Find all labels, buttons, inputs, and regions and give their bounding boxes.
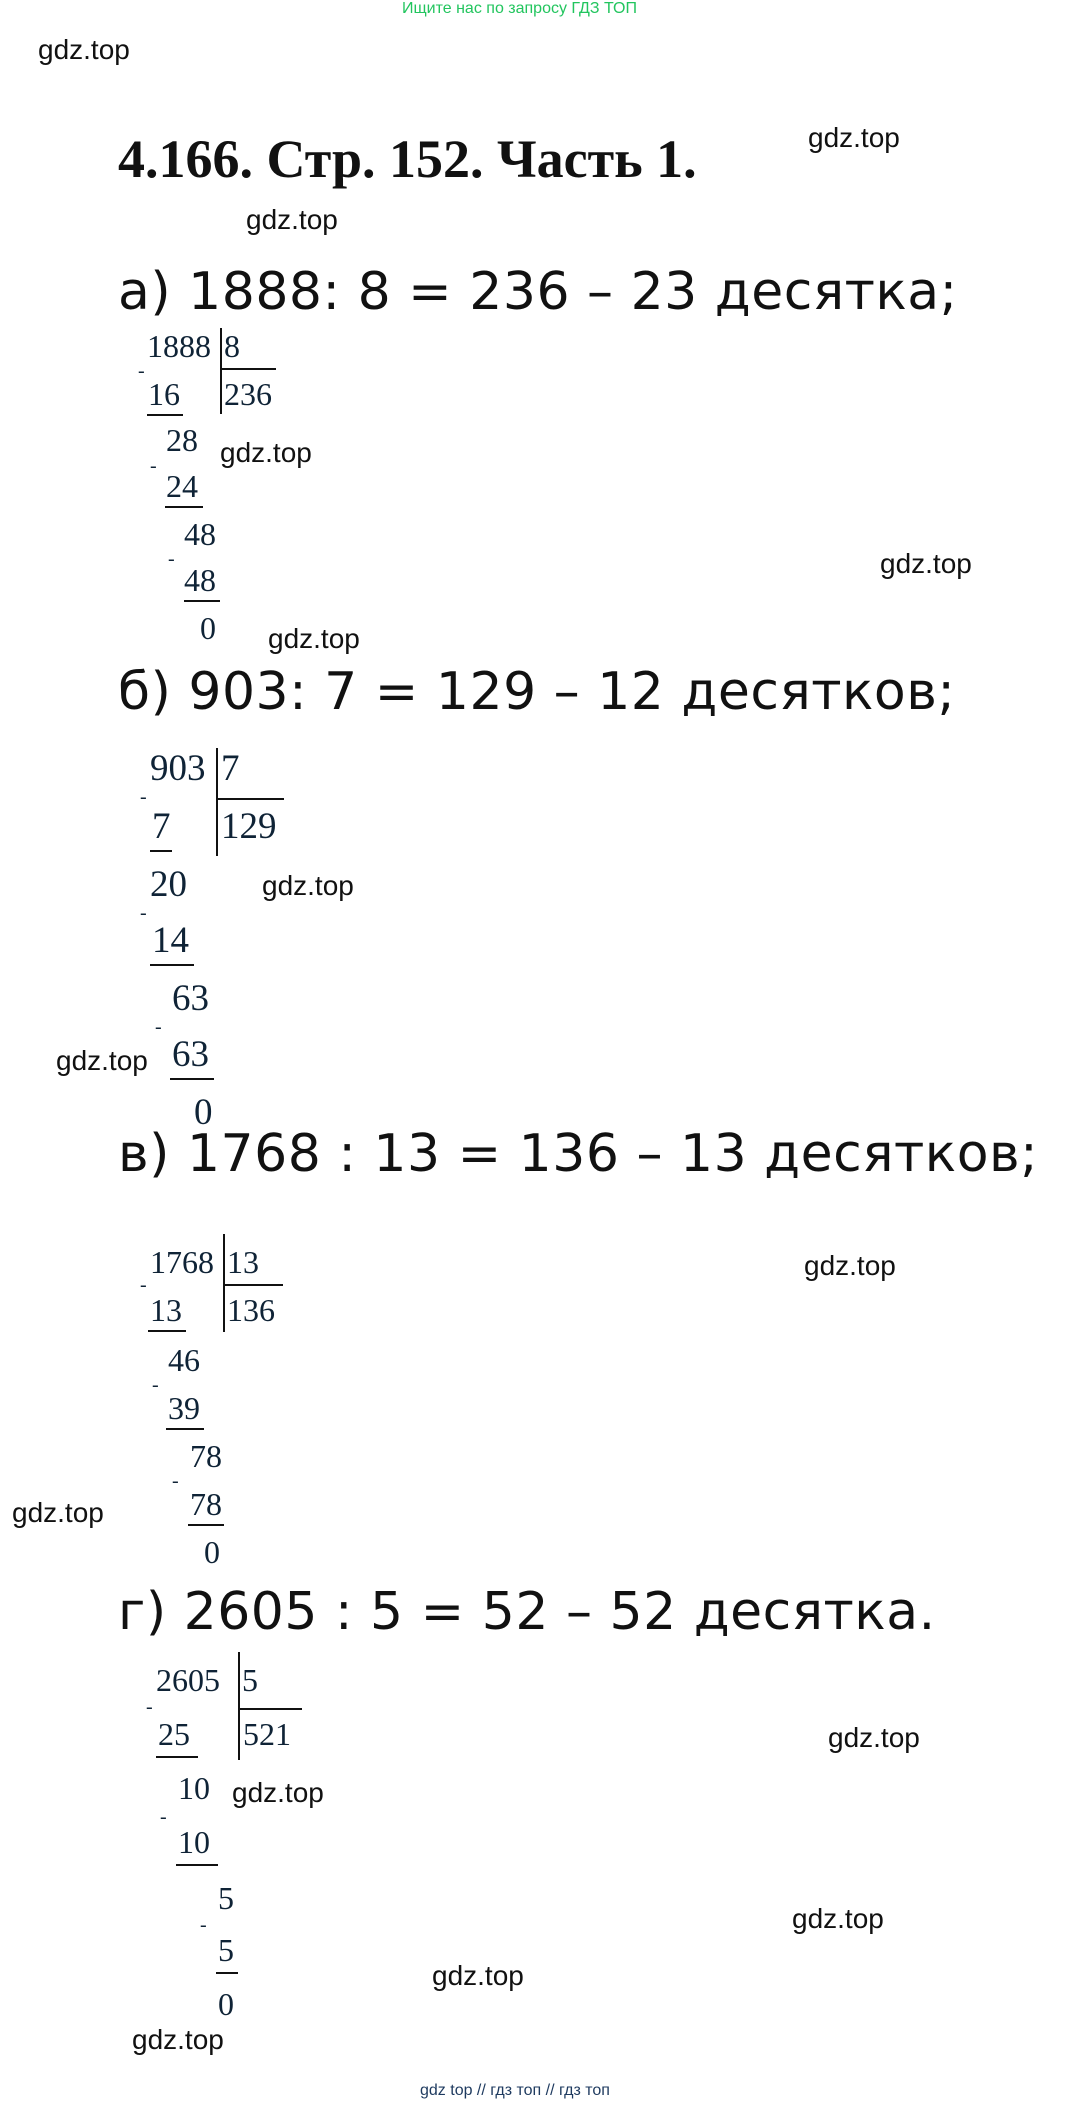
equation-a: а) 1888: 8 = 236 – 23 десятка; — [118, 262, 958, 322]
step-value: 13 — [150, 1292, 182, 1328]
quotient: 521 — [243, 1716, 291, 1752]
minus-sign: - — [160, 1806, 167, 1828]
step-underline — [176, 1864, 218, 1866]
step-value: 24 — [166, 468, 198, 504]
step-value: 78 — [190, 1438, 222, 1474]
minus-sign: - — [172, 1470, 179, 1492]
divisor: 5 — [242, 1662, 258, 1698]
equation-b: б) 903: 7 = 129 – 12 десятков; — [118, 662, 956, 722]
step-underline — [188, 1524, 224, 1526]
step-value: 39 — [168, 1390, 200, 1426]
step-underline — [170, 1078, 214, 1080]
watermark: gdz.top — [220, 437, 312, 468]
watermark: gdz.top — [262, 870, 354, 901]
step-value: 0 — [204, 1534, 220, 1570]
step-underline — [147, 414, 183, 416]
step-value: 48 — [184, 562, 216, 598]
watermark: gdz.top — [268, 623, 360, 654]
step-value: 0 — [194, 1092, 213, 1133]
step-value: 48 — [184, 516, 216, 552]
minus-sign: - — [146, 1696, 153, 1718]
step-underline — [166, 1428, 204, 1430]
step-value: 7 — [152, 806, 171, 847]
step-value: 10 — [178, 1770, 210, 1806]
equation-g: г) 2605 : 5 = 52 – 52 десятка. — [118, 1582, 936, 1642]
step-value: 28 — [166, 422, 198, 458]
step-value: 25 — [158, 1716, 190, 1752]
watermark: gdz.top — [232, 1777, 324, 1808]
quotient: 136 — [227, 1292, 275, 1328]
step-underline — [150, 964, 194, 966]
division-bar-vertical — [223, 1234, 225, 1332]
dividend: 1888 — [147, 328, 211, 364]
watermark: gdz.top — [828, 1722, 920, 1753]
divisor: 13 — [227, 1244, 259, 1280]
minus-sign: - — [150, 455, 157, 477]
minus-sign: - — [152, 1374, 159, 1396]
divisor: 7 — [221, 748, 240, 789]
division-bar-vertical — [238, 1652, 240, 1760]
step-value: 10 — [178, 1824, 210, 1860]
watermark: gdz.top — [804, 1250, 896, 1281]
step-value: 63 — [172, 978, 209, 1019]
watermark: gdz.top — [38, 34, 130, 65]
step-underline — [148, 1330, 186, 1332]
minus-sign: - — [155, 1016, 162, 1038]
step-value: 46 — [168, 1342, 200, 1378]
watermark: gdz.top — [808, 122, 900, 153]
watermark: gdz.top — [132, 2024, 224, 2055]
dividend: 2605 — [156, 1662, 220, 1698]
step-underline — [165, 506, 203, 508]
step-value: 5 — [218, 1880, 234, 1916]
division-bar-horizontal — [238, 1708, 302, 1710]
step-value: 14 — [152, 920, 189, 961]
division-bar-vertical — [216, 748, 218, 856]
step-value: 63 — [172, 1034, 209, 1075]
quotient: 129 — [221, 806, 277, 847]
minus-sign: - — [138, 360, 145, 382]
minus-sign: - — [140, 1274, 147, 1296]
watermark: gdz.top — [432, 1960, 524, 1991]
footer-links[interactable]: gdz top // гдз топ // гдз топ — [420, 2082, 610, 2099]
division-bar-vertical — [220, 328, 222, 414]
step-underline — [150, 850, 172, 852]
watermark: gdz.top — [246, 204, 338, 235]
minus-sign: - — [200, 1914, 207, 1936]
step-value: 20 — [150, 864, 187, 905]
division-bar-horizontal — [220, 368, 276, 370]
watermark: gdz.top — [12, 1497, 104, 1528]
divisor: 8 — [224, 328, 240, 364]
minus-sign: - — [140, 902, 147, 924]
step-underline — [216, 1972, 238, 1974]
search-banner[interactable]: Ищите нас по запросу ГДЗ ТОП — [402, 0, 637, 17]
step-value: 16 — [148, 376, 180, 412]
step-underline — [184, 600, 220, 602]
dividend: 1768 — [150, 1244, 214, 1280]
equation-v: в) 1768 : 13 = 136 – 13 десятков; — [118, 1124, 1039, 1184]
step-underline — [156, 1756, 198, 1758]
quotient: 236 — [224, 376, 272, 412]
watermark: gdz.top — [792, 1903, 884, 1934]
step-value: 0 — [218, 1986, 234, 2022]
dividend: 903 — [150, 748, 206, 789]
watermark: gdz.top — [56, 1045, 148, 1076]
division-bar-horizontal — [223, 1284, 283, 1286]
division-bar-horizontal — [216, 798, 284, 800]
page-title: 4.166. Стр. 152. Часть 1. — [118, 129, 697, 189]
step-value: 78 — [190, 1486, 222, 1522]
step-value: 0 — [200, 610, 216, 646]
step-value: 5 — [218, 1932, 234, 1968]
watermark: gdz.top — [880, 548, 972, 579]
minus-sign: - — [168, 548, 175, 570]
minus-sign: - — [140, 786, 147, 808]
